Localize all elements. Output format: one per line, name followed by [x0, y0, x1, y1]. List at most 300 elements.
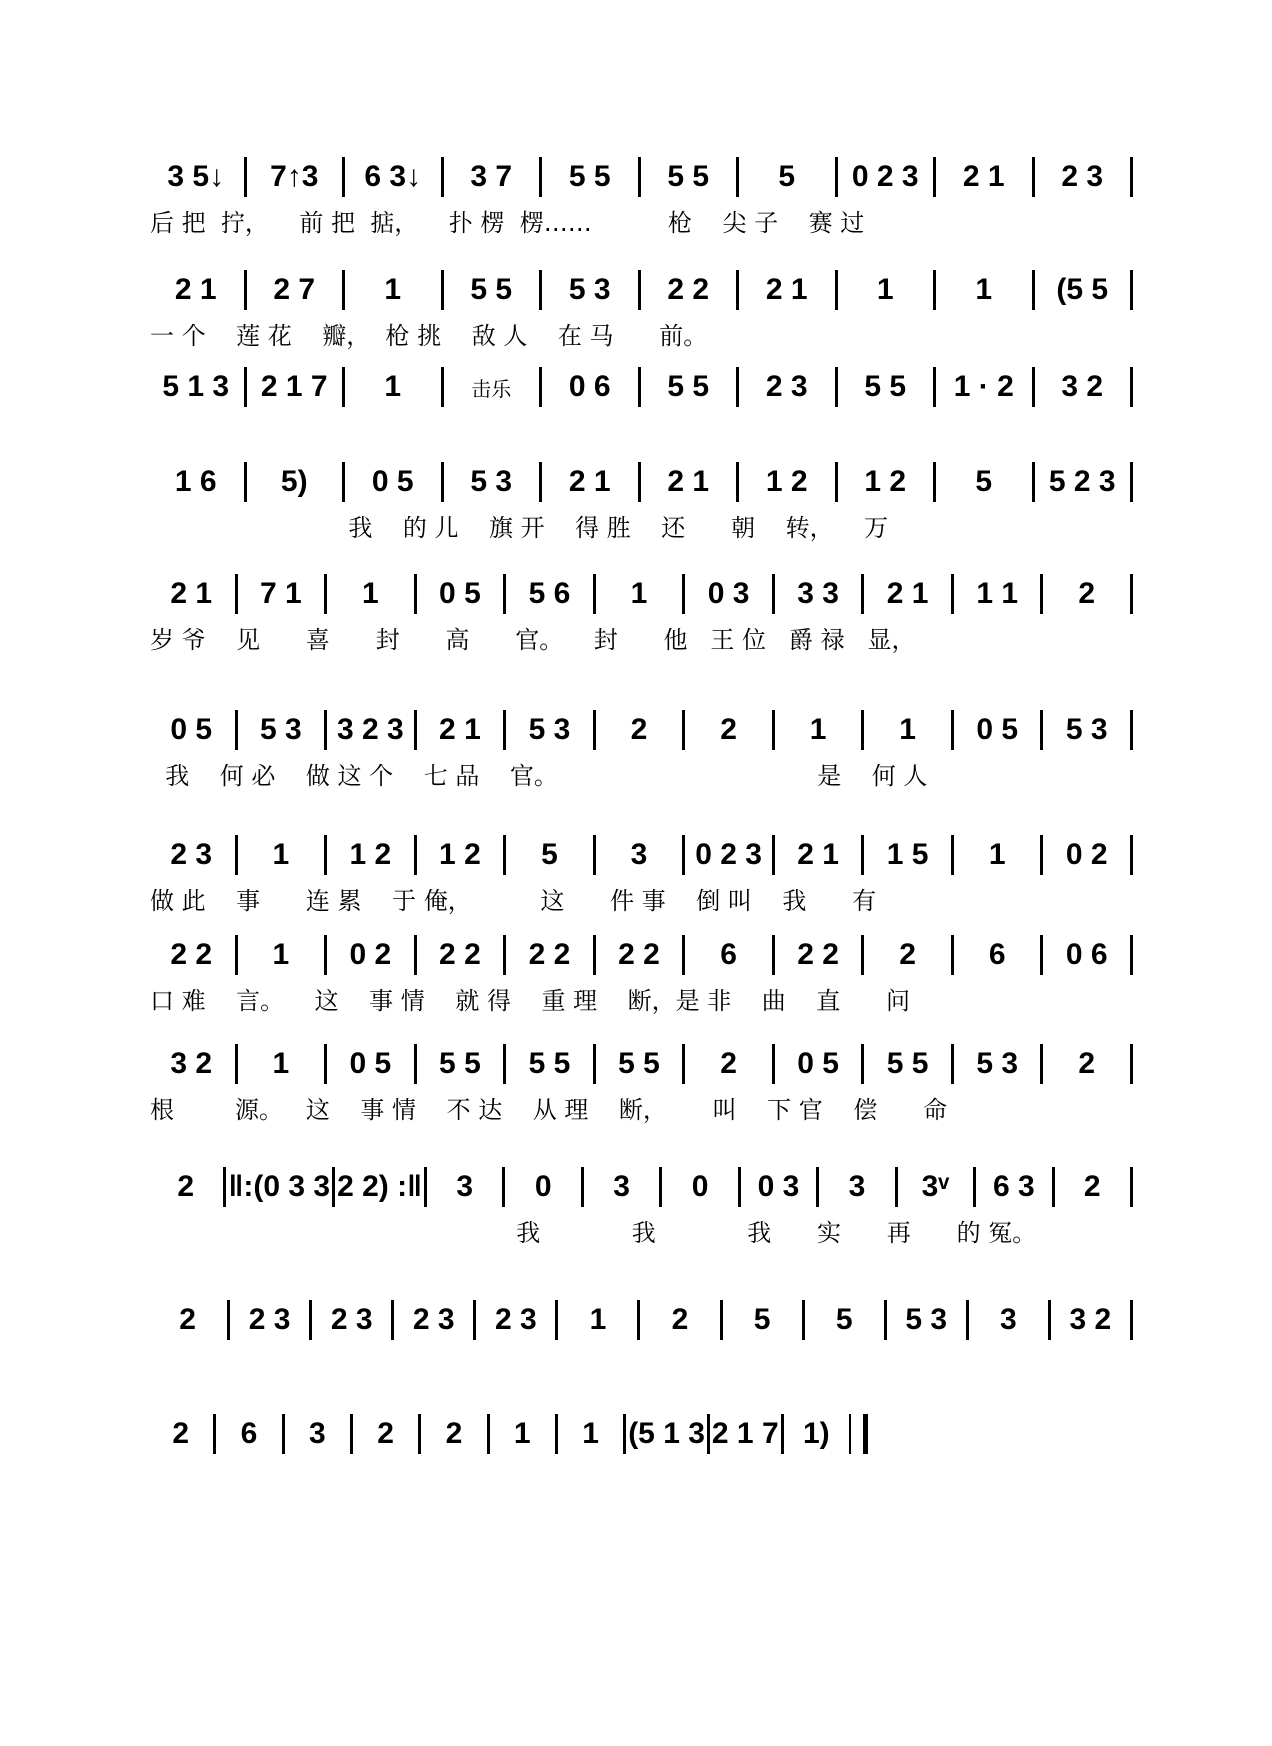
measure: 0 2 3	[695, 838, 762, 871]
barline	[659, 1167, 662, 1207]
barline	[1130, 367, 1133, 407]
barline	[933, 157, 936, 197]
measure: 2 2	[170, 938, 213, 971]
measure: 1 6	[174, 465, 217, 498]
measure: 1 · 2	[953, 370, 1014, 403]
score-row	[150, 1298, 1135, 1382]
barline	[539, 157, 542, 197]
measure: 6 3	[992, 1170, 1035, 1203]
measure: 6	[988, 938, 1006, 971]
measure: 2 1	[568, 465, 611, 498]
barline	[503, 574, 506, 614]
measure: 2 3	[170, 838, 213, 871]
measure: 0 5	[976, 713, 1019, 746]
measure: 0 3	[757, 1170, 800, 1203]
score-row	[150, 572, 1135, 656]
barline	[849, 1414, 868, 1454]
barline	[244, 270, 247, 310]
barline	[414, 710, 417, 750]
barline	[1130, 835, 1133, 875]
lyric-text: 口 难 言。 这 事 情 就 得 重 理 断，是 非 曲 直 问	[150, 987, 911, 1015]
barline	[973, 1167, 976, 1207]
notes-line	[150, 460, 1135, 504]
measure: 7↑3	[270, 160, 319, 193]
barline	[682, 935, 685, 975]
barline	[1040, 935, 1043, 975]
barline	[933, 270, 936, 310]
measure: 5	[835, 1303, 853, 1336]
measure: 3 2 3	[337, 713, 404, 746]
barline	[350, 1414, 353, 1454]
measure: 6	[720, 938, 737, 971]
score-row	[150, 833, 1135, 917]
measure: 2 3	[330, 1303, 373, 1336]
measure: 5 3	[905, 1303, 948, 1336]
measure: 1	[272, 1047, 290, 1080]
measure: 2 2	[797, 938, 839, 971]
barline	[324, 574, 327, 614]
barline	[682, 574, 685, 614]
barline	[861, 835, 864, 875]
barline	[414, 574, 417, 614]
measure: 2	[445, 1417, 463, 1450]
notes-line	[150, 572, 1135, 616]
measure: 击乐	[471, 378, 512, 401]
lyric-text: 后 把 拧， 前 把 掂， 扑 楞 楞…… 枪 尖 子 赛 过	[150, 209, 865, 237]
barline	[1048, 1300, 1051, 1340]
barline	[235, 574, 238, 614]
barline	[772, 574, 775, 614]
measure: 5 5	[864, 370, 907, 403]
measure: 3ᵛ	[921, 1170, 950, 1203]
lyric-text: 一 个 莲 花 瓣， 枪 挑 敌 人 在 马 前。	[150, 322, 708, 350]
notes-line	[150, 1412, 870, 1456]
barline	[539, 462, 542, 502]
barline	[816, 1167, 819, 1207]
score-row	[150, 1165, 1135, 1249]
barline	[555, 1300, 558, 1340]
measure: 6	[240, 1417, 258, 1450]
barline	[342, 462, 345, 502]
barline	[951, 835, 954, 875]
measure: 2 3	[248, 1303, 291, 1336]
lyric-text: 做 此 事 连 累 于 俺， 这 件 事 倒 叫 我 有	[150, 887, 877, 915]
barline	[682, 1044, 685, 1084]
lyric-text: 根 源。 这 事 情 不 达 从 理 断， 叫 下 官 偿 命	[150, 1096, 948, 1124]
barline	[1130, 574, 1133, 614]
barline	[835, 270, 838, 310]
barline	[555, 1414, 558, 1454]
measure: 0 5	[170, 713, 213, 746]
barline	[223, 1167, 226, 1207]
measure: 2	[899, 938, 916, 971]
measure: 2 1	[797, 838, 839, 871]
barline	[951, 935, 954, 975]
barline	[593, 710, 596, 750]
measure: 1	[384, 370, 402, 403]
notes-line	[150, 1042, 1135, 1086]
measure: 1	[876, 273, 894, 306]
barline	[324, 710, 327, 750]
measure: 1	[384, 273, 402, 306]
notes-line	[150, 833, 1135, 877]
notes-line	[150, 1165, 1135, 1209]
barline	[503, 935, 506, 975]
measure: 1 2	[349, 838, 392, 871]
barline	[244, 367, 247, 407]
barline	[638, 270, 641, 310]
score-row	[150, 933, 1135, 1017]
barline	[539, 367, 542, 407]
barline	[1040, 710, 1043, 750]
measure: 1	[899, 713, 916, 746]
score-row	[150, 365, 1135, 449]
lyric-text: 我 我 我 实 再 的 冤。	[150, 1219, 1037, 1247]
score-row	[150, 708, 1135, 792]
measure: 5 3	[1065, 713, 1108, 746]
barline	[1130, 1044, 1133, 1084]
measure: 5 5	[667, 370, 710, 403]
notes-line	[150, 1298, 1135, 1342]
measure: 2 2	[439, 938, 481, 971]
barline	[638, 157, 641, 197]
barline	[1032, 270, 1035, 310]
notes-line	[150, 708, 1135, 752]
barline	[424, 1167, 427, 1207]
barline	[1130, 462, 1133, 502]
lyrics-line	[150, 504, 1135, 544]
lyrics-line	[150, 409, 1135, 449]
barline	[391, 1300, 394, 1340]
measure: 0 6	[568, 370, 611, 403]
measure: (5 5	[1056, 273, 1109, 306]
barline	[309, 1300, 312, 1340]
measure: 5 1 3	[162, 370, 230, 403]
measure: 2	[172, 1417, 189, 1450]
measure: 2	[1078, 1047, 1096, 1080]
barline	[933, 367, 936, 407]
measure: 0 3	[707, 577, 750, 610]
barline	[1052, 1167, 1055, 1207]
lyrics-line	[150, 312, 1135, 352]
measure: 5 3	[568, 273, 611, 306]
barline	[638, 462, 641, 502]
barline	[441, 462, 444, 502]
measure: 5 3	[976, 1047, 1019, 1080]
barline	[682, 835, 685, 875]
barline	[324, 1044, 327, 1084]
barline	[244, 157, 247, 197]
barline	[593, 574, 596, 614]
barline	[213, 1414, 216, 1454]
barline	[1130, 1300, 1133, 1340]
barline	[473, 1300, 476, 1340]
measure: 1	[988, 838, 1006, 871]
barline	[503, 1044, 506, 1084]
measure: 5 5	[568, 160, 611, 193]
barline	[736, 157, 739, 197]
measure: 1 5	[886, 838, 929, 871]
barline	[581, 1167, 584, 1207]
measure: 2 1 7	[260, 370, 328, 403]
barline	[736, 462, 739, 502]
barline	[884, 1300, 887, 1340]
barline	[638, 367, 641, 407]
lyrics-line	[150, 977, 1135, 1017]
barline	[414, 835, 417, 875]
measure: 2 1	[170, 577, 213, 610]
barline	[966, 1300, 969, 1340]
measure: 2 2	[667, 273, 710, 306]
barline	[593, 935, 596, 975]
barline	[441, 157, 444, 197]
barline	[861, 710, 864, 750]
measure: 2	[720, 713, 737, 746]
measure: 2 1	[765, 273, 808, 306]
measure: 5 5	[886, 1047, 929, 1080]
measure: 5	[778, 160, 796, 193]
barline	[332, 1167, 335, 1207]
measure: 0 6	[1065, 938, 1108, 971]
barline	[736, 270, 739, 310]
barline	[227, 1300, 230, 1340]
barline	[720, 1300, 723, 1340]
barline	[1130, 935, 1133, 975]
measure: 2 3	[412, 1303, 455, 1336]
score-row	[150, 268, 1135, 352]
barline	[933, 462, 936, 502]
measure: 2 1	[886, 577, 929, 610]
measure: 1	[362, 577, 379, 610]
measure: 5 3	[259, 713, 302, 746]
lyrics-line	[150, 1086, 1135, 1126]
barline	[342, 367, 345, 407]
barline	[324, 835, 327, 875]
measure: 6 3↓	[364, 160, 422, 193]
measure: 1 2	[864, 465, 907, 498]
measure: 2 2	[618, 938, 660, 971]
barline	[441, 270, 444, 310]
barline	[324, 935, 327, 975]
barline	[235, 1044, 238, 1084]
barline	[772, 935, 775, 975]
measure: 2 1 7	[711, 1417, 779, 1450]
measure: 2 2) :‖	[337, 1170, 423, 1203]
barline	[1130, 157, 1133, 197]
measure: 0 2 3	[851, 160, 919, 193]
measure: 2	[671, 1303, 689, 1336]
barline	[861, 574, 864, 614]
measure: 2	[377, 1417, 394, 1450]
barline	[235, 935, 238, 975]
measure: 3 2	[170, 1047, 213, 1080]
barline	[1032, 367, 1035, 407]
measure: 1	[975, 273, 993, 306]
measure: 5	[541, 838, 558, 871]
measure: 2 1	[962, 160, 1005, 193]
barline	[861, 1044, 864, 1084]
measure: 5 3	[528, 713, 571, 746]
score-row	[150, 460, 1135, 544]
barline	[414, 935, 417, 975]
measure: 2	[177, 1170, 195, 1203]
measure: 2	[179, 1303, 196, 1336]
measure: 3 7	[470, 160, 513, 193]
lyrics-line	[150, 199, 1135, 239]
barline	[441, 367, 444, 407]
measure: 1	[809, 713, 827, 746]
measure: 5 2 3	[1048, 465, 1116, 498]
barline	[736, 367, 739, 407]
measure: 5 6	[528, 577, 571, 610]
measure: 2 2	[528, 938, 571, 971]
barline	[244, 462, 247, 502]
barline	[951, 1044, 954, 1084]
measure: 1 2	[439, 838, 481, 871]
measure: 1	[582, 1417, 599, 1450]
barline	[539, 270, 542, 310]
measure: 3 5↓	[167, 160, 225, 193]
measure: 0 2	[1065, 838, 1108, 871]
measure: 0	[534, 1170, 552, 1203]
barline	[414, 1044, 417, 1084]
measure: 2 3	[765, 370, 808, 403]
barline	[772, 710, 775, 750]
measure: 0 5	[371, 465, 414, 498]
score-row	[150, 155, 1135, 239]
measure: 3	[456, 1170, 474, 1203]
barline	[781, 1414, 784, 1454]
barline	[1130, 270, 1133, 310]
barline	[835, 157, 838, 197]
barline	[1040, 574, 1043, 614]
barline	[772, 835, 775, 875]
measure: (5 1 3	[628, 1417, 705, 1450]
barline	[738, 1167, 741, 1207]
barline	[623, 1414, 626, 1454]
barline	[951, 710, 954, 750]
measure: 3	[999, 1303, 1017, 1336]
score-row	[150, 1412, 870, 1496]
measure: 2 3	[1061, 160, 1104, 193]
barline	[1040, 835, 1043, 875]
measure: ‖:(0 3 3	[228, 1170, 331, 1203]
measure: 1	[589, 1303, 607, 1336]
barline	[342, 270, 345, 310]
measure: 3 2	[1069, 1303, 1112, 1336]
barline	[593, 835, 596, 875]
measure: 1)	[802, 1417, 830, 1450]
lyric-text: 我 何 必 做 这 个 七 品 官。 是 何 人	[150, 762, 928, 790]
barline	[1130, 710, 1133, 750]
measure: 5 3	[470, 465, 513, 498]
measure: 2	[720, 1047, 737, 1080]
measure: 1 2	[765, 465, 808, 498]
measure: 1	[513, 1417, 531, 1450]
barline	[1130, 1167, 1133, 1207]
barline	[1032, 462, 1035, 502]
barline	[707, 1414, 710, 1454]
measure: 3	[848, 1170, 866, 1203]
measure: 2 3	[494, 1303, 537, 1336]
measure: 3 3	[797, 577, 839, 610]
notes-line	[150, 365, 1135, 409]
measure: 0	[691, 1170, 709, 1203]
measure: 5)	[280, 465, 308, 498]
barline	[1032, 157, 1035, 197]
lyrics-line	[150, 752, 1135, 792]
measure: 7 1	[259, 577, 302, 610]
lyrics-line	[150, 877, 1135, 917]
measure: 3	[613, 1170, 630, 1203]
barline	[802, 1300, 805, 1340]
barline	[637, 1300, 640, 1340]
measure: 2	[1078, 577, 1096, 610]
barline	[861, 935, 864, 975]
notes-line	[150, 933, 1135, 977]
measure: 1 1	[976, 577, 1019, 610]
measure: 1	[272, 838, 290, 871]
measure: 5 5	[528, 1047, 571, 1080]
notes-line	[150, 268, 1135, 312]
measure: 0 5	[797, 1047, 839, 1080]
lyrics-line	[150, 616, 1135, 656]
measure: 5 5	[618, 1047, 660, 1080]
measure: 3	[308, 1417, 326, 1450]
measure: 1	[630, 577, 648, 610]
barline	[282, 1414, 285, 1454]
measure: 3 2	[1061, 370, 1104, 403]
lyrics-line	[150, 1342, 1135, 1382]
lyrics-line	[150, 1456, 870, 1496]
measure: 2 1	[174, 273, 217, 306]
barline	[342, 157, 345, 197]
barline	[772, 1044, 775, 1084]
measure: 0 5	[439, 577, 481, 610]
measure: 2 1	[667, 465, 710, 498]
measure: 5 5	[667, 160, 710, 193]
measure: 2	[1083, 1170, 1101, 1203]
measure: 1	[272, 938, 290, 971]
lyrics-line	[150, 1209, 1135, 1249]
measure: 3	[630, 838, 648, 871]
measure: 5	[753, 1303, 771, 1336]
measure: 2 1	[439, 713, 481, 746]
notes-line	[150, 155, 1135, 199]
barline	[487, 1414, 490, 1454]
barline	[835, 462, 838, 502]
barline	[951, 574, 954, 614]
lyric-text: 岁 爷 见 喜 封 高 官。 封 他 王 位 爵 禄 显，	[150, 626, 916, 654]
barline	[418, 1414, 421, 1454]
measure: 2	[630, 713, 648, 746]
barline	[835, 367, 838, 407]
barline	[895, 1167, 898, 1207]
measure: 5 5	[470, 273, 513, 306]
barline	[502, 1167, 505, 1207]
barline	[593, 1044, 596, 1084]
score-row	[150, 1042, 1135, 1126]
barline	[503, 835, 506, 875]
barline	[235, 710, 238, 750]
barline	[503, 710, 506, 750]
measure: 0 5	[349, 1047, 392, 1080]
measure: 5	[975, 465, 993, 498]
lyric-text: 我 的 儿 旗 开 得 胜 还 朝 转， 万	[150, 514, 889, 542]
barline	[235, 835, 238, 875]
measure: 5 5	[439, 1047, 481, 1080]
measure: 2 7	[273, 273, 316, 306]
